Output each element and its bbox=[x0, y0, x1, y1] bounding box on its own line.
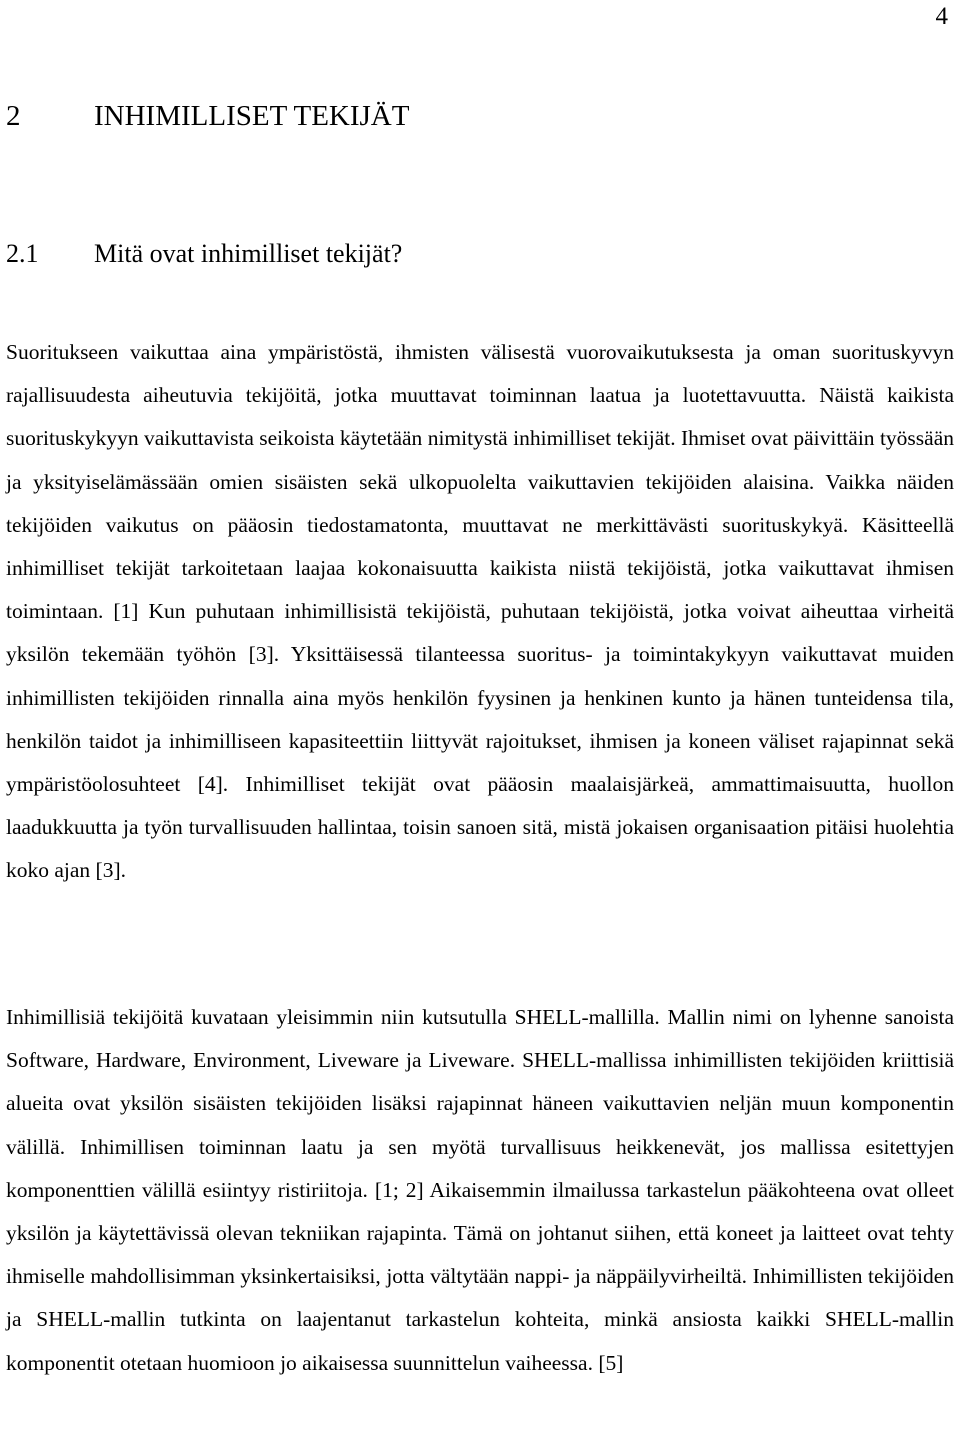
section-title: Mitä ovat inhimilliset tekijät? bbox=[94, 239, 403, 268]
chapter-title: INHIMILLISET TEKIJÄT bbox=[94, 100, 410, 132]
chapter-heading bbox=[6, 96, 409, 136]
body-paragraph-2: Inhimillisiä tekijöitä kuvataan yleisimmin niin kutsutulla SHELL-mallilla. Mallin nimi on lyhenne sanoista Software, Hardware, Environment, Liveware ja Liveware. SHELL-mallissa inhimillisten tekijöiden kriittisiä alueita ovat yksilön sisäisten tekijöiden lisäksi rajapinnat häneen vaikuttavien neljän muun komponentin välillä. Inhimillisen toiminnan laatu ja sen myötä turvallisuus heikkenevät, jos mallissa esitettyjen komponenttien välillä esiintyy ristiriitoja. [1; 2] Aikaisemmin ilmailussa tarkastelun pääkohteena ovat olleet yksilön ja käytettävissä olevan tekniikan rajapinta. Tämä on johtanut siihen, että koneet ja laitteet ovat tehty ihmiselle mahdollisimman yksinkertaisiksi, jotta vältytään nappi- ja näppäilyvirheiltä. Inhimillisten tekijöiden ja SHELL-mallin tutkinta on laajentanut tarkastelun kohteita, minkä ansiosta kaikki SHELL-mallin komponentit otetaan huomioon jo aikaisessa suunnittelun vaiheessa. [5] bbox=[6, 1005, 954, 1375]
section-number: 2.1 bbox=[6, 239, 39, 268]
body-paragraph-1: Suoritukseen vaikuttaa aina ympäristöstä, ihmisten välisestä vuorovaikutuksesta ja oman suorituskyvyn rajallisuudesta aiheutuvia tekijöitä, jotka muuttavat toiminnan laatua ja luotettavuutta. Näistä kaikista suorituskykyyn vaikuttavista seikoista käytetään nimitystä inhimilliset tekijät. Ihmiset ovat päivittäin työssään ja yksityiselämässään omien sisäisten sekä ulkopuolelta vaikuttavien tekijöiden alaisina. Vaikka näiden tekijöiden vaikutus on pääosin tiedostamatonta, muuttavat ne merkittävästi suorituskykyä. Käsitteellä inhimilliset tekijät tarkoitetaan laajaa kokonaisuutta kaikista niistä tekijöistä, jotka vaikuttavat ihmisen toimintaan. [1] Kun puhutaan inhimillisistä tekijöistä, puhutaan tekijöistä, jotka voivat aiheuttaa virheitä yksilön tekemään työhön [3]. Yksittäisessä tilanteessa suoritus- ja toimintakykyyn vaikuttavat muiden inhimillisten tekijöiden rinnalla aina myös henkilön fyysinen ja henkinen kunto ja hänen tunteidensa tila, henkilön taidot ja inhimilliseen kapasiteettiin liittyvät rajoitukset, ihmisen ja koneen väliset rajapinnat sekä ympäristöolosuhteet [4]. Inhimilliset tekijät ovat pääosin maalaisjärkeä, ammattimaisuutta, huollon laadukkuutta ja työn turvallisuuden hallintaa, toisin sanoen sitä, mistä jokaisen organisaation pitäisi huolehtia koko ajan [3]. bbox=[6, 340, 954, 883]
section-heading bbox=[6, 236, 402, 272]
chapter-number: 2 bbox=[6, 100, 21, 132]
page-number: 4 bbox=[935, 3, 948, 30]
